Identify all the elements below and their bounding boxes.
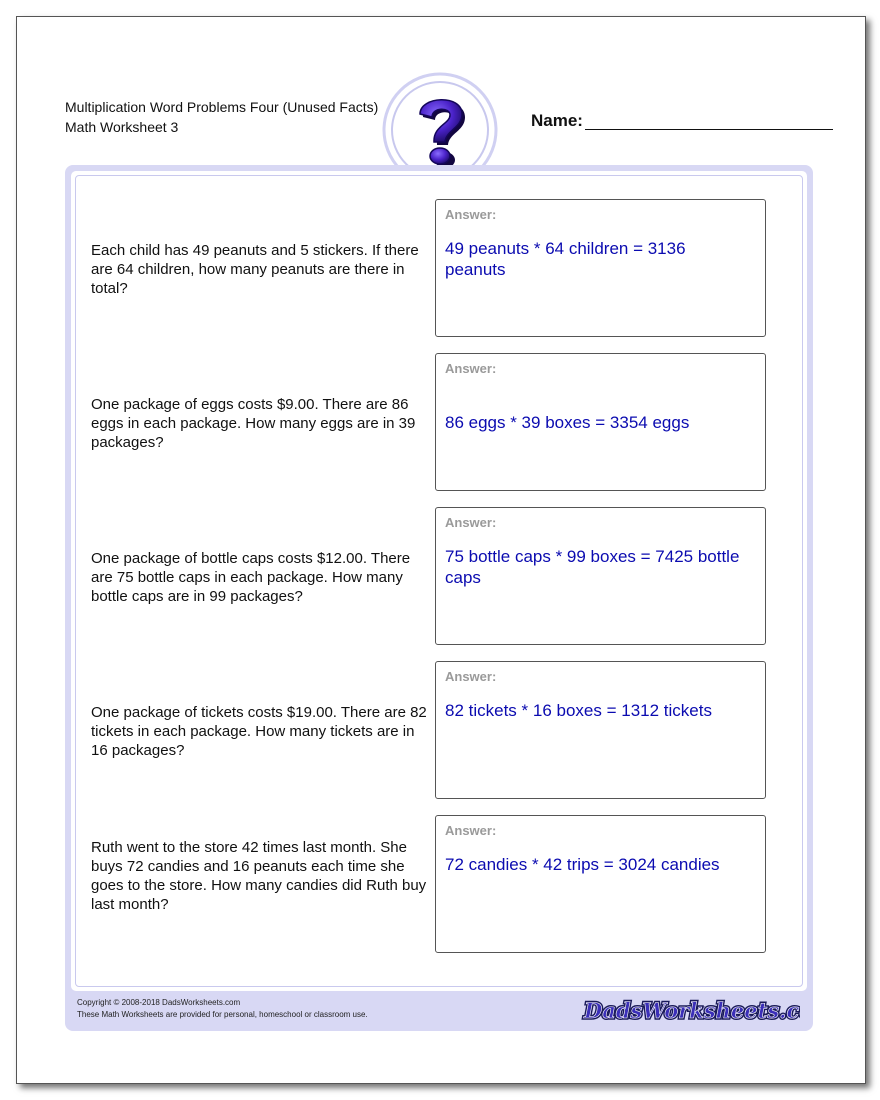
problem-1-text: Each child has 49 peanuts and 5 stickers. If there are 64 children, how many peanuts are there in total?: [91, 242, 419, 297]
problem-3-text: One package of bottle caps costs $12.00. There are 75 bottle caps in each package. How many bottle caps are in 99 packages?: [91, 550, 411, 605]
answer-box-4[interactable]: [435, 661, 766, 799]
answer-box-3[interactable]: [435, 507, 766, 645]
answer-label: Answer:: [445, 515, 497, 530]
title-line-2: Math Worksheet 3: [65, 119, 179, 135]
worksheet-page: [16, 16, 866, 1084]
problem-5-text: Ruth went to the store 42 times last month. She buys 72 candies and 16 peanuts each time she goes to the store. How many candies did Ruth buy last month?: [91, 839, 427, 913]
name-field-line[interactable]: [585, 129, 833, 130]
worksheet-title: [65, 97, 378, 137]
answer-label: Answer:: [445, 207, 497, 222]
answer-box-2[interactable]: [435, 353, 766, 491]
answer-label: Answer:: [445, 361, 497, 376]
answer-box-1[interactable]: [435, 199, 766, 337]
answer-2-text: 86 eggs * 39 boxes = 3354 eggs: [445, 413, 690, 432]
answer-4-text: 82 tickets * 16 boxes = 1312 tickets: [445, 701, 712, 720]
logo-text: DadsWorksheets.c: [584, 998, 800, 1023]
answer-3-text: 75 bottle caps * 99 boxes = 7425 bottle caps: [445, 547, 740, 587]
answer-1-text: 49 peanuts * 64 children = 3136 peanuts: [445, 239, 686, 279]
answer-label: Answer:: [445, 823, 497, 838]
answer-5-text: 72 candies * 42 trips = 3024 candies: [445, 855, 720, 874]
problem-2-text: One package of eggs costs $9.00. There are 86 eggs in each package. How many eggs are in 39 packages?: [91, 396, 416, 451]
title-line-1: Multiplication Word Problems Four (Unused Facts): [65, 99, 379, 115]
answer-box-5[interactable]: [435, 815, 766, 953]
logo-text-outline: DadsWorksheets.c: [584, 998, 800, 1023]
copyright-text: Copyright © 2008-2018 DadsWorksheets.com: [77, 998, 241, 1007]
worksheet-frame: [65, 165, 813, 1031]
problem-4-text: One package of tickets costs $19.00. There are 82 tickets in each package. How many tickets are in 16 packages?: [91, 704, 427, 759]
footer-copyright: [77, 997, 368, 1021]
name-label: Name:: [531, 111, 583, 130]
problems-area: [71, 171, 807, 991]
dadsworksheets-logo: [580, 995, 800, 1025]
usage-notice: These Math Worksheets are provided for personal, homeschool or classroom use.: [77, 1010, 368, 1019]
answer-label: Answer:: [445, 669, 497, 684]
